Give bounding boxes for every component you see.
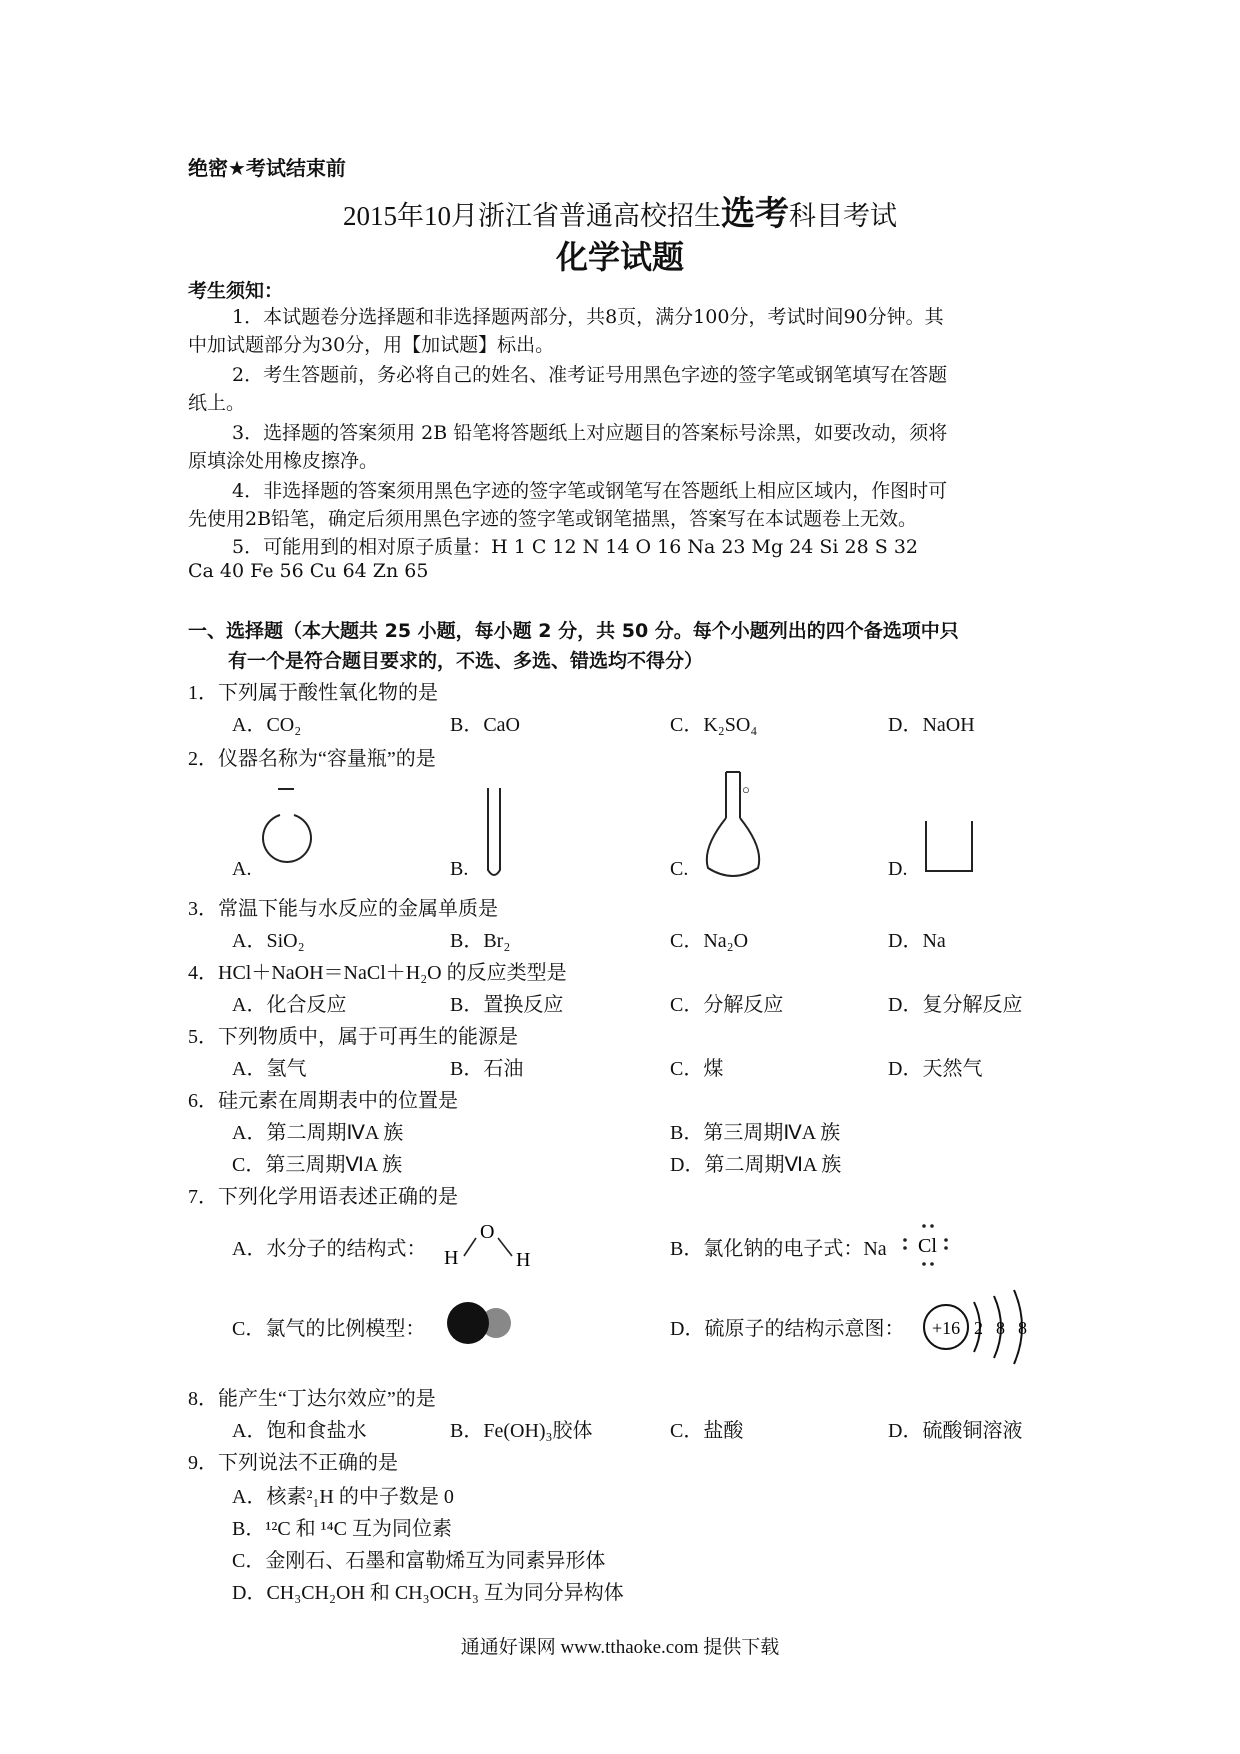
exam-title [0, 186, 1240, 235]
option-d: D．天然气 [888, 1058, 983, 1080]
option-b: B．Br₂ [450, 930, 511, 952]
notice-line: 5．可能用到的相对原子质量：H 1 C 12 N 14 O 16 Na 23 Mg 24 Si 28 S 32 [232, 536, 918, 558]
option-a: A．CO₂ [232, 714, 302, 736]
svg-text:○: ○ [742, 782, 750, 797]
option-a: A. [232, 858, 252, 880]
shell-electron-count: 2 [974, 1318, 983, 1338]
hydrogen-symbol: H [444, 1247, 459, 1269]
option-a: A．SiO₂ [232, 930, 305, 952]
option-d: D．CH₃CH₂OH 和 CH₃OCH₃ 互为同分异构体 [232, 1582, 624, 1604]
confidential-label: 绝密★考试结束前 [188, 156, 346, 180]
notice-line: 中加试题部分为30分，用【加试题】标出。 [188, 334, 555, 356]
option-a: A．饱和食盐水 [232, 1420, 367, 1442]
hydrogen-symbol: H [516, 1249, 531, 1271]
exam-subject: 化学试题 [555, 238, 684, 276]
option-b: B. [450, 858, 469, 880]
question-stem: 6．硅元素在周期表中的位置是 [188, 1090, 458, 1112]
chlorine-space-filling-model [440, 1300, 520, 1346]
shell-electron-count: 8 [1018, 1318, 1027, 1338]
notice-line: 1．本试题卷分选择题和非选择题两部分，共8页，满分100分，考试时间90分钟。其 [232, 306, 944, 328]
water-structure-formula [440, 1216, 540, 1272]
option-c: C．K₂SO₄ [670, 714, 758, 736]
nacl-electron-formula [900, 1216, 960, 1272]
option-b: B．第三周期ⅣA 族 [670, 1122, 841, 1144]
question-stem: 5．下列物质中，属于可再生的能源是 [188, 1026, 518, 1048]
sulfur-atom-structure-diagram [920, 1284, 1040, 1370]
option-a: A．第二周期ⅣA 族 [232, 1122, 404, 1144]
notice-line: 4．非选择题的答案须用黑色字迹的签字笔或钢笔写在答题纸上相应区域内，作图时可 [232, 480, 948, 502]
option-b: B．Fe(OH)₃胶体 [450, 1420, 593, 1442]
option-d: D．NaOH [888, 714, 975, 736]
option-b: B．置换反应 [450, 994, 564, 1016]
notice-line: 3．选择题的答案须用 2B 铅笔将答题纸上对应题目的答案标号涂黑，如要改动，须将 [232, 422, 948, 444]
oxygen-symbol: O [480, 1221, 495, 1243]
option-a: A．化合反应 [232, 994, 347, 1016]
option-c: C．盐酸 [670, 1420, 744, 1442]
option-d: D. [888, 858, 908, 880]
question-stem: 4．HCl＋NaOH＝NaCl＋H₂O 的反应类型是 [188, 962, 567, 984]
option-c: C．金刚石、石墨和富勒烯互为同素异形体 [232, 1550, 606, 1572]
title-emphasis: 选考 [721, 194, 789, 234]
option-d: D．硫酸铜溶液 [888, 1420, 1023, 1442]
section-heading: 一、选择题（本大题共 25 小题，每小题 2 分，共 50 分。每个小题列出的四个备选项中只 [188, 620, 959, 642]
question-stem: 7．下列化学用语表述正确的是 [188, 1186, 458, 1208]
title-suffix: 科目考试 [789, 201, 897, 231]
notice-heading: 考生须知： [188, 280, 284, 302]
question-stem: 8．能产生“丁达尔效应”的是 [188, 1388, 436, 1410]
notice-line: 原填涂处用橡皮擦净。 [188, 450, 379, 472]
question-stem: 1．下列属于酸性氧化物的是 [188, 682, 438, 704]
question-stem: 9．下列说法不正确的是 [188, 1452, 398, 1474]
option-d: D．复分解反应 [888, 994, 1023, 1016]
notice-line: 纸上。 [188, 392, 246, 414]
round-flask-icon [250, 780, 320, 885]
option-b: B．石油 [450, 1058, 524, 1080]
option-c: C．氯气的比例模型： [232, 1318, 426, 1340]
option-c: C．煤 [670, 1058, 724, 1080]
download-source-footer: 通通好课网 www.tthaoke.com 提供下载 [460, 1637, 780, 1658]
title-prefix: 2015年10月浙江省普通高校招生 [343, 201, 721, 231]
option-d: D．第二周期ⅥA 族 [670, 1154, 842, 1176]
chlorine-symbol: Cl [918, 1235, 937, 1257]
volumetric-flask-icon [696, 768, 766, 888]
option-d: D．Na [888, 930, 946, 952]
test-tube-icon [480, 785, 510, 885]
option-c: C．Na₂O [670, 930, 749, 952]
option-b: B．¹²C 和 ¹⁴C 互为同位素 [232, 1518, 452, 1540]
option-d: D．硫原子的结构示意图： [670, 1318, 905, 1340]
notice-line: 先使用2B铅笔，确定后须用黑色字迹的签字笔或钢笔描黑，答案写在本试题卷上无效。 [188, 508, 918, 530]
option-a: A．核素²₁H 的中子数是 0 [232, 1486, 454, 1508]
beaker-icon [920, 815, 980, 880]
shell-electron-count: 8 [996, 1318, 1005, 1338]
question-stem: 3．常温下能与水反应的金属单质是 [188, 898, 498, 920]
option-c: C．第三周期ⅥA 族 [232, 1154, 403, 1176]
option-a: A．氢气 [232, 1058, 307, 1080]
option-a: A．水分子的结构式： [232, 1238, 427, 1260]
nucleus-charge: +16 [932, 1318, 961, 1338]
section-heading: 有一个是符合题目要求的，不选、多选、错选均不得分） [228, 650, 704, 672]
notice-line: Ca 40 Fe 56 Cu 64 Zn 65 [188, 560, 429, 582]
option-c: C．分解反应 [670, 994, 784, 1016]
question-stem: 2．仪器名称为“容量瓶”的是 [188, 748, 436, 770]
option-c: C. [670, 858, 689, 880]
option-b: B．氯化钠的电子式：Na [670, 1238, 887, 1260]
option-b: B．CaO [450, 714, 520, 736]
notice-line: 2．考生答题前，务必将自己的姓名、准考证号用黑色字迹的签字笔或钢笔填写在答题 [232, 364, 948, 386]
